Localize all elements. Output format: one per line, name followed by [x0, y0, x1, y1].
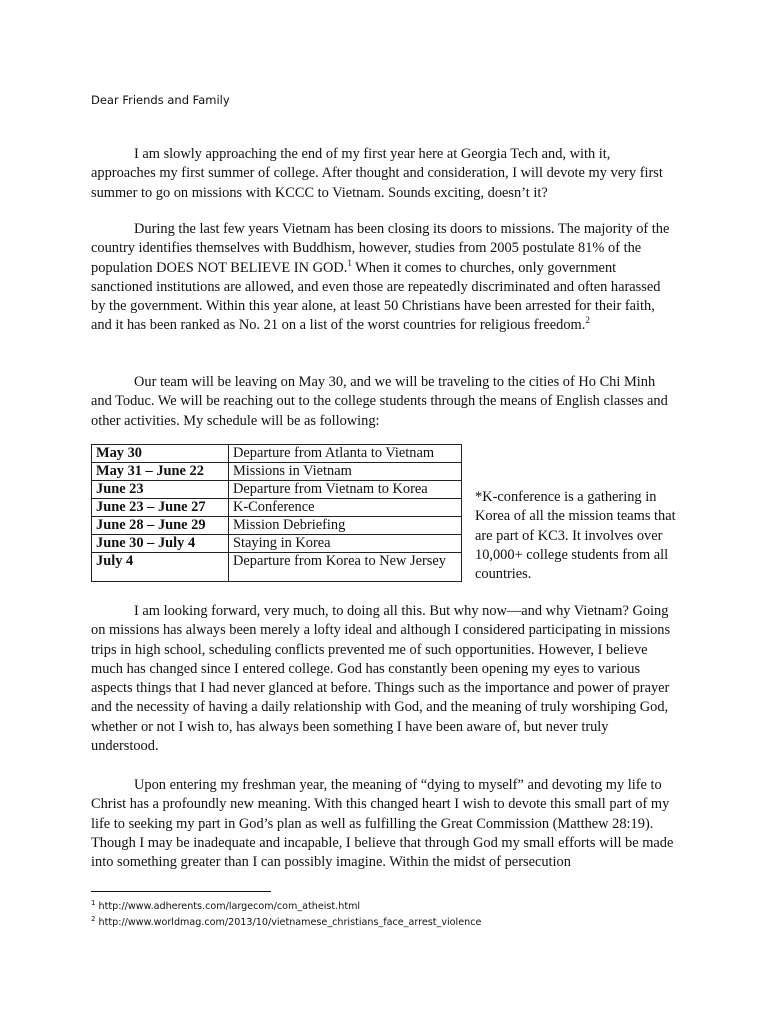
schedule-event: Departure from Vietnam to Korea: [229, 481, 462, 499]
table-row: [92, 499, 462, 517]
footnote-link[interactable]: http://www.adherents.com/largecom/com_atheist.html: [95, 901, 361, 913]
table-row: [92, 463, 462, 481]
table-row: [92, 517, 462, 535]
table-row: [92, 553, 462, 582]
k-conference-note: *K-conference is a gathering in Korea of all the mission teams that are part of KC3. It involves over 10,000+ college students from all countries.: [475, 489, 676, 583]
schedule-date: June 30 – July 4: [92, 535, 229, 553]
paragraph-vietnam-context: [91, 220, 676, 336]
paragraph-intro: I am slowly approaching the end of my first year here at Georgia Tech and, with it, approaches my first summer of college. After thought and consideration, I will devote my very first summer to go on missions with KCCC to Vietnam. Sounds exciting, doesn’t it?: [91, 146, 663, 201]
footnote-1: [91, 899, 360, 912]
footnote-ref-1[interactable]: 1: [347, 257, 352, 268]
table-row: [92, 445, 462, 463]
schedule-date: June 23 – June 27: [92, 499, 229, 517]
schedule-event: Staying in Korea: [229, 535, 462, 553]
footnote-2: [91, 915, 481, 928]
paragraph-vietnam-context-part2: When it comes to churches, only government sanctioned institutions are allowed, and even those are repeatedly discriminated and often harassed by the government. Within this year alone, at least 50 Christians have been arrested for their faith, and it has been ranked as No. 21 on a list of the worst countries for religious freedom.: [91, 259, 661, 334]
schedule-table: [91, 444, 462, 582]
paragraph-why-vietnam: I am looking forward, very much, to doing all this. But why now—and why Vietnam? Going on missions has always been merely a lofty ideal and although I considered participating in missions trips in high school, scheduling conflicts prevented me of such opportunities. However, I believe much has changed since I entered college. God has constantly been opening my eyes to various aspects things that I had never glanced at before. Things such as the importance and power of prayer and the necessity of having a daily relationship with God, and the meaning of truly worshiping God, whether or not I wish to, has always been something I have been aware of, but never truly understood.: [91, 603, 671, 755]
footnote-divider: [91, 891, 271, 892]
schedule-event: Mission Debriefing: [229, 517, 462, 535]
schedule-date: June 28 – June 29: [92, 517, 229, 535]
table-row: [92, 535, 462, 553]
footnote-link[interactable]: http://www.worldmag.com/2013/10/vietnamese_christians_face_arrest_violence: [95, 917, 482, 929]
paragraph-team-plan: Our team will be leaving on May 30, and we will be traveling to the cities of Ho Chi Minh and Toduc. We will be reaching out to the college students through the means of English classes and other activities. My schedule will be as following:: [91, 374, 668, 429]
schedule-date: May 30: [92, 445, 229, 463]
paragraph-freshman-year: Upon entering my freshman year, the meaning of “dying to myself” and devoting my life to Christ has a profoundly new meaning. With this changed heart I wish to devote this small part of my life to seeking my part in God’s plan as well as fulfilling the Great Commission (Matthew 28:19). Though I may be inadequate and incapable, I believe that through God my small efforts will be made into something greater than I can possibly imagine. Within the midst of persecution: [91, 777, 674, 871]
schedule-date: July 4: [92, 553, 229, 582]
footnote-number: 2: [91, 915, 96, 923]
schedule-date: June 23: [92, 481, 229, 499]
table-row: [92, 481, 462, 499]
greeting: Dear Friends and Family: [91, 93, 230, 107]
schedule-date: May 31 – June 22: [92, 463, 229, 481]
footnote-ref-2[interactable]: 2: [585, 315, 590, 326]
schedule-event: K-Conference: [229, 499, 462, 517]
schedule-event: Missions in Vietnam: [229, 463, 462, 481]
schedule-event: Departure from Atlanta to Vietnam: [229, 445, 462, 463]
paragraph-vietnam-context-part1: During the last few years Vietnam has been closing its doors to missions. The majority of the country identifies themselves with Buddhism, however, studies from 2005 postulate 81% of the population DOES NOT BELIEVE IN GOD.: [91, 221, 670, 276]
footnote-number: 1: [91, 899, 96, 907]
schedule-event: Departure from Korea to New Jersey: [229, 553, 462, 582]
